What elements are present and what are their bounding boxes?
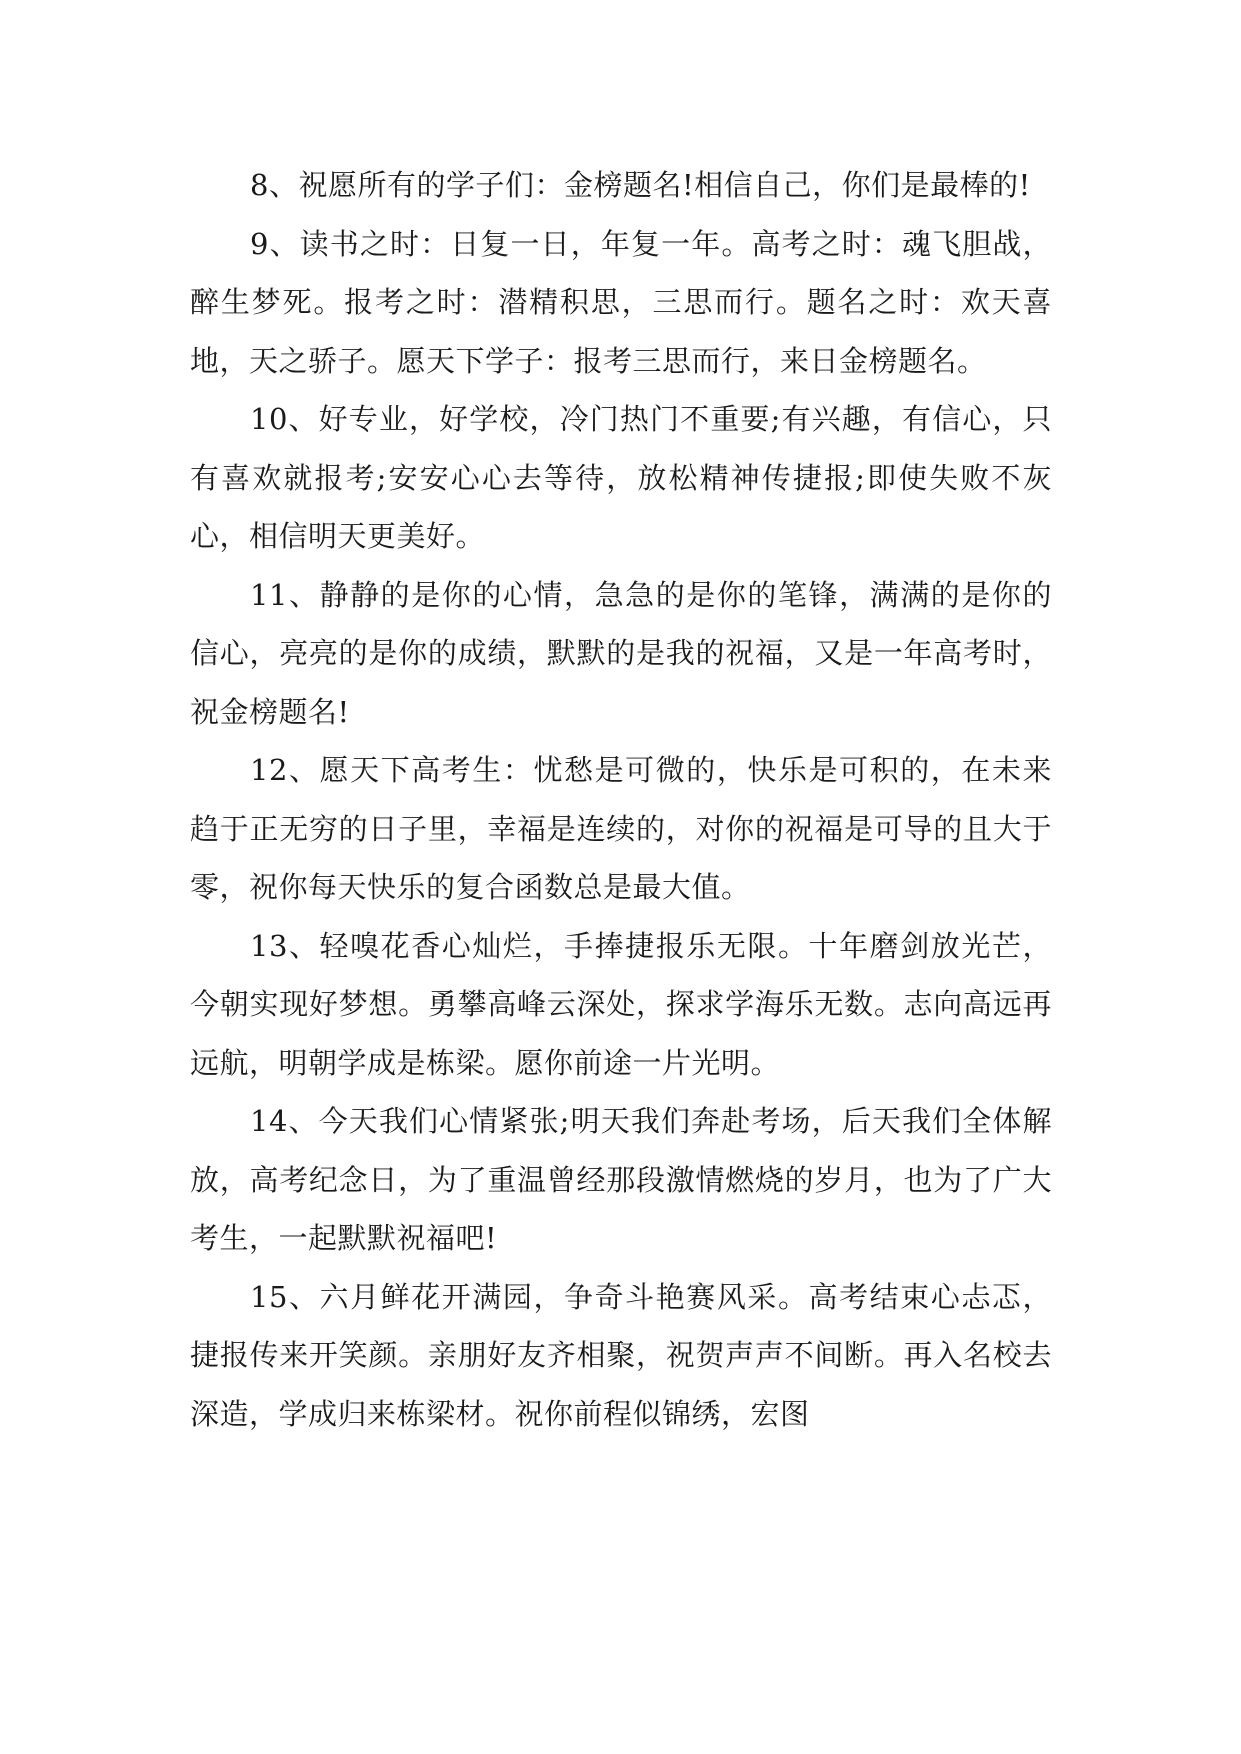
paragraph-13: 13、轻嗅花香心灿烂，手捧捷报乐无限。十年磨剑放光芒，今朝实现好梦想。勇攀高峰云深处，探求学海乐无数。志向高远再远航，明朝学成是栋梁。愿你前途一片光明。 [190,928,1052,1080]
paragraph-12: 12、愿天下高考生：忧愁是可微的，快乐是可积的，在未来趋于正无穷的日子里，幸福是连续的，对你的祝福是可导的且大于零，祝你每天快乐的复合函数总是最大值。 [190,753,1052,904]
document-body [190,156,1052,1443]
paragraph-10: 10、好专业，好学校，冷门热门不重要;有兴趣，有信心，只有喜欢就报考;安安心心去等待，放松精神传捷报;即使失败不灰心，相信明天更美好。 [190,402,1052,553]
paragraph-14: 14、今天我们心情紧张;明天我们奔赴考场，后天我们全体解放，高考纪念日，为了重温曾经那段激情燃烧的岁月，也为了广大考生，一起默默祝福吧! [190,1104,1052,1255]
paragraph-9: 9、读书之时：日复一日，年复一年。高考之时：魂飞胆战，醉生梦死。报考之时：潜精积思，三思而行。题名之时：欢天喜地，天之骄子。愿天下学子：报考三思而行，来日金榜题名。 [190,226,1052,378]
paragraph-8: 8、祝愿所有的学子们：金榜题名!相信自己，你们是最棒的! [250,168,1031,202]
paragraph-15: 15、六月鲜花开满园，争奇斗艳赛风采。高考结束心忐忑，捷报传来开笑颜。亲朋好友齐相聚，祝贺声声不间断。再入名校去深造，学成归来栋梁材。祝你前程似锦绣，宏图 [190,1279,1052,1431]
paragraph-11: 11、静静的是你的心情，急急的是你的笔锋，满满的是你的信心，亮亮的是你的成绩，默默的是我的祝福，又是一年高考时，祝金榜题名! [190,577,1052,729]
